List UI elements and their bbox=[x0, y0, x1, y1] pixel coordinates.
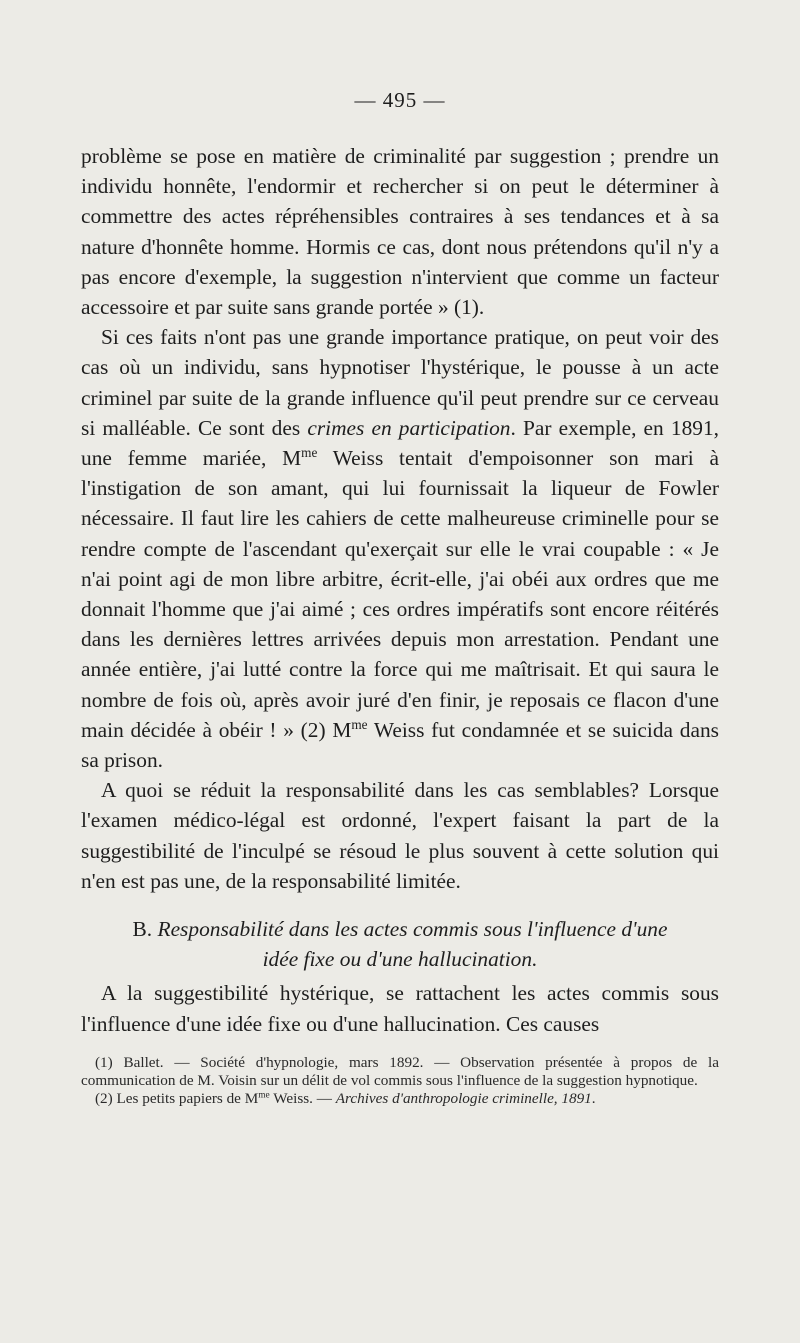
section-letter: B. bbox=[132, 917, 153, 942]
footnote-1: (1) Ballet. — Société d'hypnologie, mars 1892. — Observation présentée à propos de la communication de M. Voisin sur un délit de vol commis sous l'influence de la suggestion hypnotique. bbox=[81, 1054, 719, 1089]
paragraph-4: A la suggestibilité hystérique, se rattachent les actes commis sous l'influence d'une idée fixe ou d'une hallucination. Ces causes bbox=[81, 981, 719, 1036]
section-heading bbox=[81, 914, 719, 974]
section-title-line-2: idée fixe ou d'une hallucination. bbox=[262, 947, 538, 972]
main-text bbox=[81, 141, 719, 1039]
paragraph-2: Si ces faits n'ont pas une grande importance pratique, on peut voir des cas où un individu, sans hypnotiser l'hystérique, le pousse à un acte criminel par suite de la grande influence qu'il peut prendre sur ce cerveau si malléable. Ce sont des crimes en participation. Par exemple, en 1891, une femme mariée, $M^{me}$ Weiss tentait d'empoisonner son mari à l'instigation de son amant, qui lui fournissait la liqueur de Fowler nécessaire. Il faut lire les cahiers de cette malheureuse criminelle pour se rendre compte de l'ascendant qu'exerçait sur elle le vrai coupable : « Je n'ai point agi de mon libre arbitre, écrit-elle, j'ai obéi aux ordres que me donnait l'homme que j'ai aimé ; ces ordres impératifs sont encore réitérés dans les dernières lettres arrivées depuis mon arrestation. Pendant une année entière, j'ai lutté contre la force qui me maîtrisait. Et qui saura le nombre de fois où, après avoir juré d'en finir, je reposais ce flacon d'une main décidée à obéir ! » (2) $M^{me}$ Weiss fut condamnée et se suicida dans sa prison. bbox=[81, 325, 720, 773]
footnote-2: (2) Les petits papiers de $M^{me}$ Weiss. — Archives d'anthropologie criminelle, 1891. bbox=[95, 1090, 596, 1107]
italic-crimes-en-participation: crimes en participation bbox=[307, 415, 511, 440]
footnote-2-journal: Archives d'anthropologie criminelle, 1891 bbox=[335, 1090, 592, 1107]
paragraph-1: problème se pose en matière de criminalité par suggestion ; prendre un individu honnête, l'endormir et rechercher si on peut le déterminer à commettre des actes répréhensibles contraires à ses tendances et à sa nature d'honnête homme. Hormis ce cas, dont nous prétendons qu'il n'y a pas encore d'exemple, la suggestion n'intervient que comme un facteur accessoire et par suite sans grande portée » (1). bbox=[81, 144, 719, 320]
page-number: — 495 — bbox=[354, 88, 446, 112]
section-title-line-1: Responsabilité dans les actes commis sous l'influence d'une bbox=[157, 917, 668, 942]
footnotes bbox=[81, 1054, 719, 1108]
paragraph-3: A quoi se réduit la responsabilité dans les cas semblables? Lorsque l'examen médico-légal est ordonné, l'expert faisant la part de la suggestibilité de l'inculpé se résoud le plus souvent à cette solution qui n'en est pas une, de la responsabilité limitée. bbox=[81, 778, 719, 893]
